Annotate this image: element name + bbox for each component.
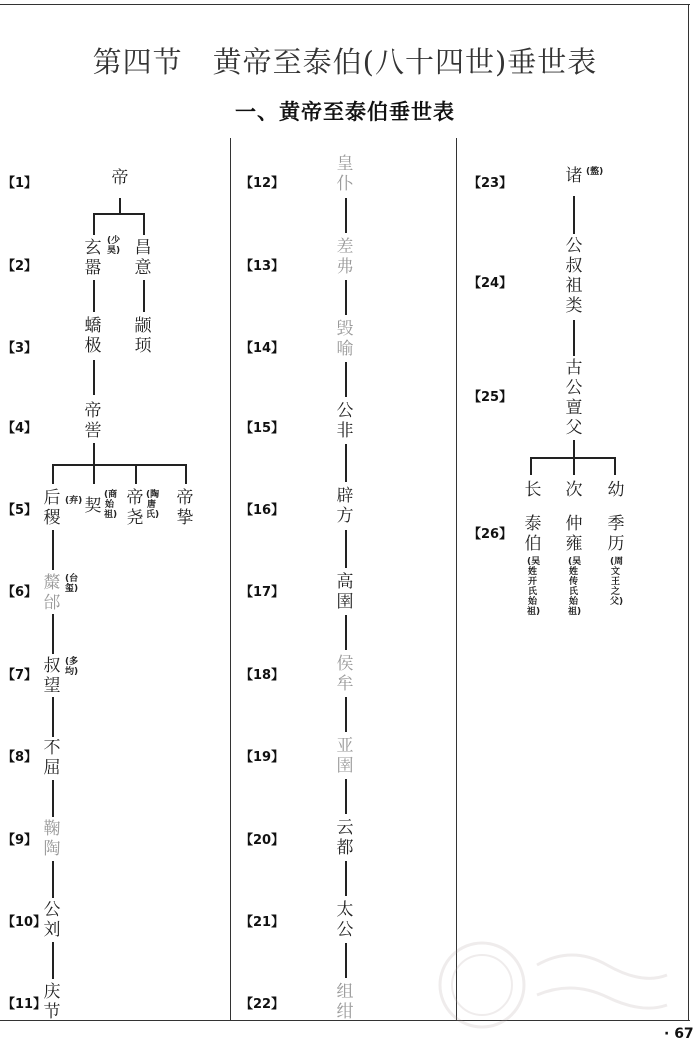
name-buzhu: 斄 邰 bbox=[43, 573, 61, 613]
generation-label: 【26】 bbox=[468, 527, 513, 542]
generation-label: 【18】 bbox=[240, 668, 285, 683]
generation-label: 【19】 bbox=[240, 750, 285, 765]
connector-line bbox=[185, 464, 187, 484]
name-zuzhi: 组 绀 bbox=[336, 982, 354, 1022]
top-border bbox=[0, 4, 690, 5]
note-xuanxiao: (少昊) bbox=[107, 236, 121, 256]
generation-label: 【22】 bbox=[240, 997, 285, 1012]
name-jutao: 鞠 陶 bbox=[43, 819, 61, 859]
note-shuliang: (多均) bbox=[65, 657, 79, 677]
column-divider-2 bbox=[456, 138, 457, 1020]
watermark-seal bbox=[432, 935, 672, 1035]
generation-label: 【20】 bbox=[240, 833, 285, 848]
name-yayu: 亚 圉 bbox=[336, 736, 354, 776]
name-taibo: 泰 伯 bbox=[524, 514, 542, 554]
generation-label: 【6】 bbox=[2, 585, 38, 600]
generation-label: 【10】 bbox=[2, 915, 47, 930]
connector-line bbox=[52, 861, 54, 898]
note-houji: (弃) bbox=[65, 496, 83, 506]
right-border bbox=[688, 4, 689, 1020]
name-zhongyong: 仲 雍 bbox=[565, 514, 583, 554]
generation-label: 【15】 bbox=[240, 421, 285, 436]
connector-line bbox=[93, 213, 145, 215]
connector-line bbox=[52, 614, 54, 654]
connector-line bbox=[345, 779, 347, 814]
name-gugongdanfu: 古 公 亶 父 bbox=[565, 358, 583, 438]
name-chaifu: 差 弗 bbox=[336, 237, 354, 277]
connector-line bbox=[93, 360, 95, 395]
label-youngest: 幼 bbox=[607, 480, 625, 500]
connector-line bbox=[119, 198, 121, 214]
generation-label: 【4】 bbox=[2, 421, 38, 436]
connector-line bbox=[93, 443, 95, 465]
generation-label: 【5】 bbox=[2, 503, 38, 518]
name-huangpu: 皇 仆 bbox=[336, 154, 354, 194]
connector-line bbox=[614, 457, 616, 475]
column-divider-1 bbox=[230, 138, 231, 1020]
generation-label: 【21】 bbox=[240, 915, 285, 930]
label-eldest: 长 bbox=[524, 480, 542, 500]
name-gaoyu: 高 圉 bbox=[336, 572, 354, 612]
connector-line bbox=[52, 530, 54, 570]
connector-line bbox=[345, 697, 347, 732]
note-buzhu: (台玺) bbox=[65, 574, 79, 594]
note-taibo: (吴姓开氏始祖) bbox=[527, 557, 541, 617]
connector-line bbox=[345, 861, 347, 896]
name-diku: 帝 喾 bbox=[84, 401, 102, 441]
name-houmu: 侯 牟 bbox=[336, 654, 354, 694]
name-gongfei: 公 非 bbox=[336, 401, 354, 441]
generation-label: 【3】 bbox=[2, 341, 38, 356]
connector-line bbox=[143, 280, 145, 312]
note-zhongyong: (吴姓传氏始祖) bbox=[568, 557, 582, 617]
name-houji: 后 稷 bbox=[43, 488, 61, 528]
connector-line bbox=[52, 780, 54, 817]
connector-line bbox=[93, 464, 95, 484]
connector-line bbox=[52, 697, 54, 737]
connector-line bbox=[93, 280, 95, 312]
name-jiaoji: 蟜 极 bbox=[84, 316, 102, 356]
page-subtitle: 一、黄帝至泰伯垂世表 bbox=[235, 100, 455, 124]
connector-line bbox=[573, 320, 575, 356]
connector-line bbox=[345, 615, 347, 650]
generation-label: 【8】 bbox=[2, 750, 38, 765]
connector-line bbox=[52, 464, 54, 484]
name-buku: 不 屈 bbox=[43, 738, 61, 778]
name-zhuzhou: 诸 bbox=[565, 166, 583, 186]
generation-label: 【1】 bbox=[2, 176, 38, 191]
name-zhuanxu: 颛 顼 bbox=[134, 316, 152, 356]
connector-line bbox=[345, 198, 347, 233]
name-taigong: 太 公 bbox=[336, 900, 354, 940]
connector-line bbox=[345, 362, 347, 397]
generation-label: 【12】 bbox=[240, 176, 285, 191]
name-qingjie: 庆 节 bbox=[43, 982, 61, 1022]
note-diyao: (陶唐氏) bbox=[146, 490, 160, 520]
connector-line bbox=[573, 440, 575, 458]
generation-label: 【7】 bbox=[2, 668, 38, 683]
name-dizhi: 帝 挚 bbox=[176, 488, 194, 528]
note-jili: (周文王之父) bbox=[610, 557, 624, 607]
generation-label: 【16】 bbox=[240, 503, 285, 518]
connector-line bbox=[52, 464, 187, 466]
label-second: 次 bbox=[565, 480, 583, 500]
generation-label: 【25】 bbox=[468, 390, 513, 405]
page-title: 第四节 黄帝至泰伯(八十四世)垂世表 bbox=[92, 45, 598, 79]
name-xie: 契 bbox=[84, 496, 102, 516]
connector-line bbox=[345, 943, 347, 978]
generation-label: 【24】 bbox=[468, 276, 513, 291]
name-huiyu: 毁 喻 bbox=[336, 319, 354, 359]
name-yundu: 云 都 bbox=[336, 818, 354, 858]
generation-label: 【9】 bbox=[2, 833, 38, 848]
connector-line bbox=[93, 213, 95, 235]
connector-line bbox=[345, 530, 347, 568]
connector-line bbox=[143, 213, 145, 235]
note-xie: (商始祖) bbox=[104, 490, 118, 520]
name-xuanxiao: 玄 嚣 bbox=[84, 238, 102, 278]
connector-line bbox=[530, 457, 532, 475]
note-zhuzhou: (盩) bbox=[586, 167, 604, 177]
generation-label: 【11】 bbox=[2, 997, 47, 1012]
name-gongshuzulei: 公 叔 祖 类 bbox=[565, 236, 583, 316]
name-jili: 季 历 bbox=[607, 514, 625, 554]
name-diyao: 帝 尧 bbox=[126, 488, 144, 528]
name-gongliu: 公 刘 bbox=[43, 900, 61, 940]
connector-line bbox=[52, 942, 54, 979]
generation-label: 【2】 bbox=[2, 259, 38, 274]
name-changyi: 昌 意 bbox=[134, 238, 152, 278]
connector-line bbox=[135, 464, 137, 484]
connector-line bbox=[573, 196, 575, 234]
name-bifang: 辟 方 bbox=[336, 486, 354, 526]
generation-label: 【13】 bbox=[240, 259, 285, 274]
connector-line bbox=[573, 457, 575, 475]
generation-label: 【14】 bbox=[240, 341, 285, 356]
name-huangdi: 帝 bbox=[111, 168, 129, 188]
name-shuliang: 叔 望 bbox=[43, 656, 61, 696]
generation-label: 【23】 bbox=[468, 176, 513, 191]
page-number: · 67 bbox=[664, 1026, 694, 1042]
generation-label: 【17】 bbox=[240, 585, 285, 600]
connector-line bbox=[345, 444, 347, 482]
connector-line bbox=[345, 280, 347, 315]
